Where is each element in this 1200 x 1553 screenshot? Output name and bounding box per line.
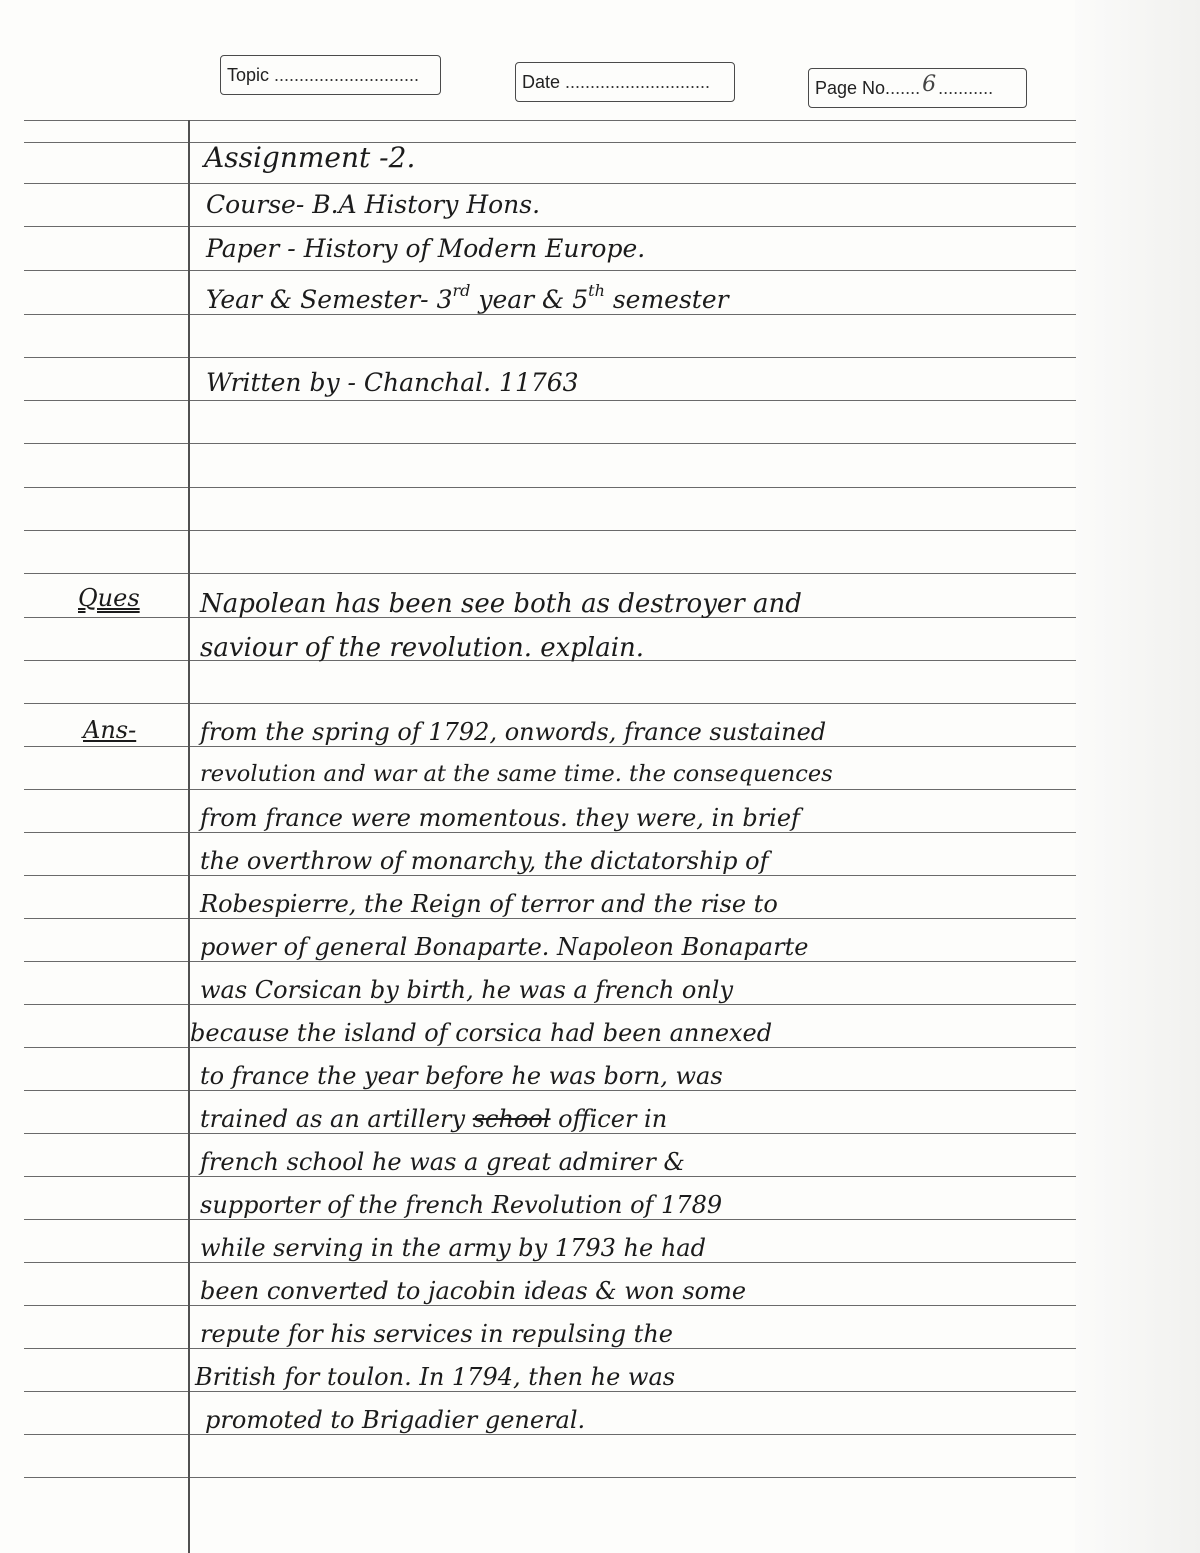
answer-line: from the spring of 1792, onwords, france sustained bbox=[200, 718, 827, 746]
rule-line bbox=[24, 918, 1076, 919]
answer-line: Robespierre, the Reign of terror and the rise to bbox=[200, 890, 778, 918]
rule-line bbox=[24, 875, 1076, 876]
answer-line: revolution and war at the same time. the consequences bbox=[200, 761, 833, 787]
answer-label: Ans- bbox=[83, 716, 137, 744]
rule-line bbox=[24, 1047, 1076, 1048]
rule-line bbox=[24, 573, 1076, 574]
struck-word: school bbox=[472, 1105, 551, 1133]
rule-line bbox=[24, 1477, 1076, 1478]
topic-dots: ............................. bbox=[269, 64, 420, 85]
rule-line bbox=[24, 1133, 1076, 1134]
question-line: Napolean has been see both as destroyer and bbox=[200, 589, 802, 619]
paper-line: Paper - History of Modern Europe. bbox=[206, 234, 646, 263]
rule-line bbox=[24, 270, 1076, 271]
page-edge-shadow bbox=[1075, 0, 1200, 1553]
rule-line bbox=[24, 1090, 1076, 1091]
date-box bbox=[515, 62, 735, 102]
course-line: Course- B.A History Hons. bbox=[206, 190, 541, 219]
rule-line bbox=[24, 142, 1076, 143]
rule-line bbox=[24, 183, 1076, 184]
answer-line: promoted to Brigadier general. bbox=[205, 1406, 586, 1434]
rule-line bbox=[24, 789, 1076, 790]
rule-line bbox=[24, 487, 1076, 488]
year-suffix: semester bbox=[612, 285, 729, 314]
date-label: Date bbox=[522, 71, 561, 92]
answer-line: because the island of corsica had been annexed bbox=[190, 1019, 773, 1047]
answer-line: repute for his services in repulsing the bbox=[200, 1320, 673, 1348]
year-mid: year & 5 bbox=[478, 285, 589, 314]
question-label: Ques bbox=[78, 584, 140, 612]
rule-line bbox=[24, 703, 1076, 704]
rule-line bbox=[24, 1391, 1076, 1392]
assignment-title: Assignment -2. bbox=[204, 141, 416, 174]
page-no-dots-2: ........... bbox=[938, 77, 994, 98]
date-dots: ............................. bbox=[560, 71, 711, 92]
margin-line bbox=[188, 120, 190, 1553]
rule-line bbox=[24, 961, 1076, 962]
rule-line bbox=[24, 400, 1076, 401]
answer-line: British for toulon. In 1794, then he was bbox=[195, 1363, 676, 1391]
answer-line: french school he was a great admirer & bbox=[200, 1148, 685, 1176]
answer-line: while serving in the army by 1793 he had bbox=[200, 1234, 706, 1262]
answer-line: from france were momentous. they were, in brief bbox=[200, 804, 800, 832]
rule-line bbox=[24, 443, 1076, 444]
rule-line bbox=[24, 746, 1076, 747]
answer-line bbox=[200, 1107, 667, 1131]
written-by-line: Written by - Chanchal. 11763 bbox=[206, 368, 579, 397]
page-no-dots-1: ...... bbox=[890, 77, 921, 98]
rule-line bbox=[24, 1004, 1076, 1005]
rule-line bbox=[24, 1262, 1076, 1263]
rule-line bbox=[24, 1434, 1076, 1435]
rule-line bbox=[24, 530, 1076, 531]
answer-line: to france the year before he was born, was bbox=[200, 1062, 723, 1090]
answer-line: supporter of the french Revolution of 1789 bbox=[200, 1191, 723, 1219]
answer-line-part: trained as an artillery bbox=[200, 1105, 466, 1133]
rule-line bbox=[24, 1348, 1076, 1349]
answer-line: power of general Bonaparte. Napoleon Bonaparte bbox=[200, 933, 809, 961]
rule-line bbox=[24, 314, 1076, 315]
answer-line: the overthrow of monarchy, the dictatorship of bbox=[200, 847, 769, 875]
year-prefix: Year & Semester- 3 bbox=[206, 285, 453, 314]
topic-label: Topic bbox=[227, 64, 270, 85]
rule-line bbox=[24, 1219, 1076, 1220]
rule-line bbox=[24, 832, 1076, 833]
page-no-value: 6 bbox=[922, 71, 937, 97]
question-line: saviour of the revolution. explain. bbox=[200, 633, 645, 663]
year-sup-rd: rd bbox=[452, 281, 471, 300]
answer-line: been converted to jacobin ideas & won some bbox=[200, 1277, 747, 1305]
rule-line bbox=[24, 1176, 1076, 1177]
page-no-label: Page No. bbox=[815, 77, 891, 98]
year-sup-th: th bbox=[588, 281, 605, 300]
page-no-box bbox=[808, 68, 1027, 108]
answer-line-part: officer in bbox=[558, 1105, 668, 1133]
rule-line bbox=[24, 357, 1076, 358]
answer-line: was Corsican by birth, he was a french only bbox=[200, 976, 734, 1004]
rule-line bbox=[24, 226, 1076, 227]
rule-line bbox=[24, 1305, 1076, 1306]
rule-line bbox=[24, 120, 1076, 121]
year-semester-line bbox=[206, 283, 729, 312]
topic-box bbox=[220, 55, 441, 95]
